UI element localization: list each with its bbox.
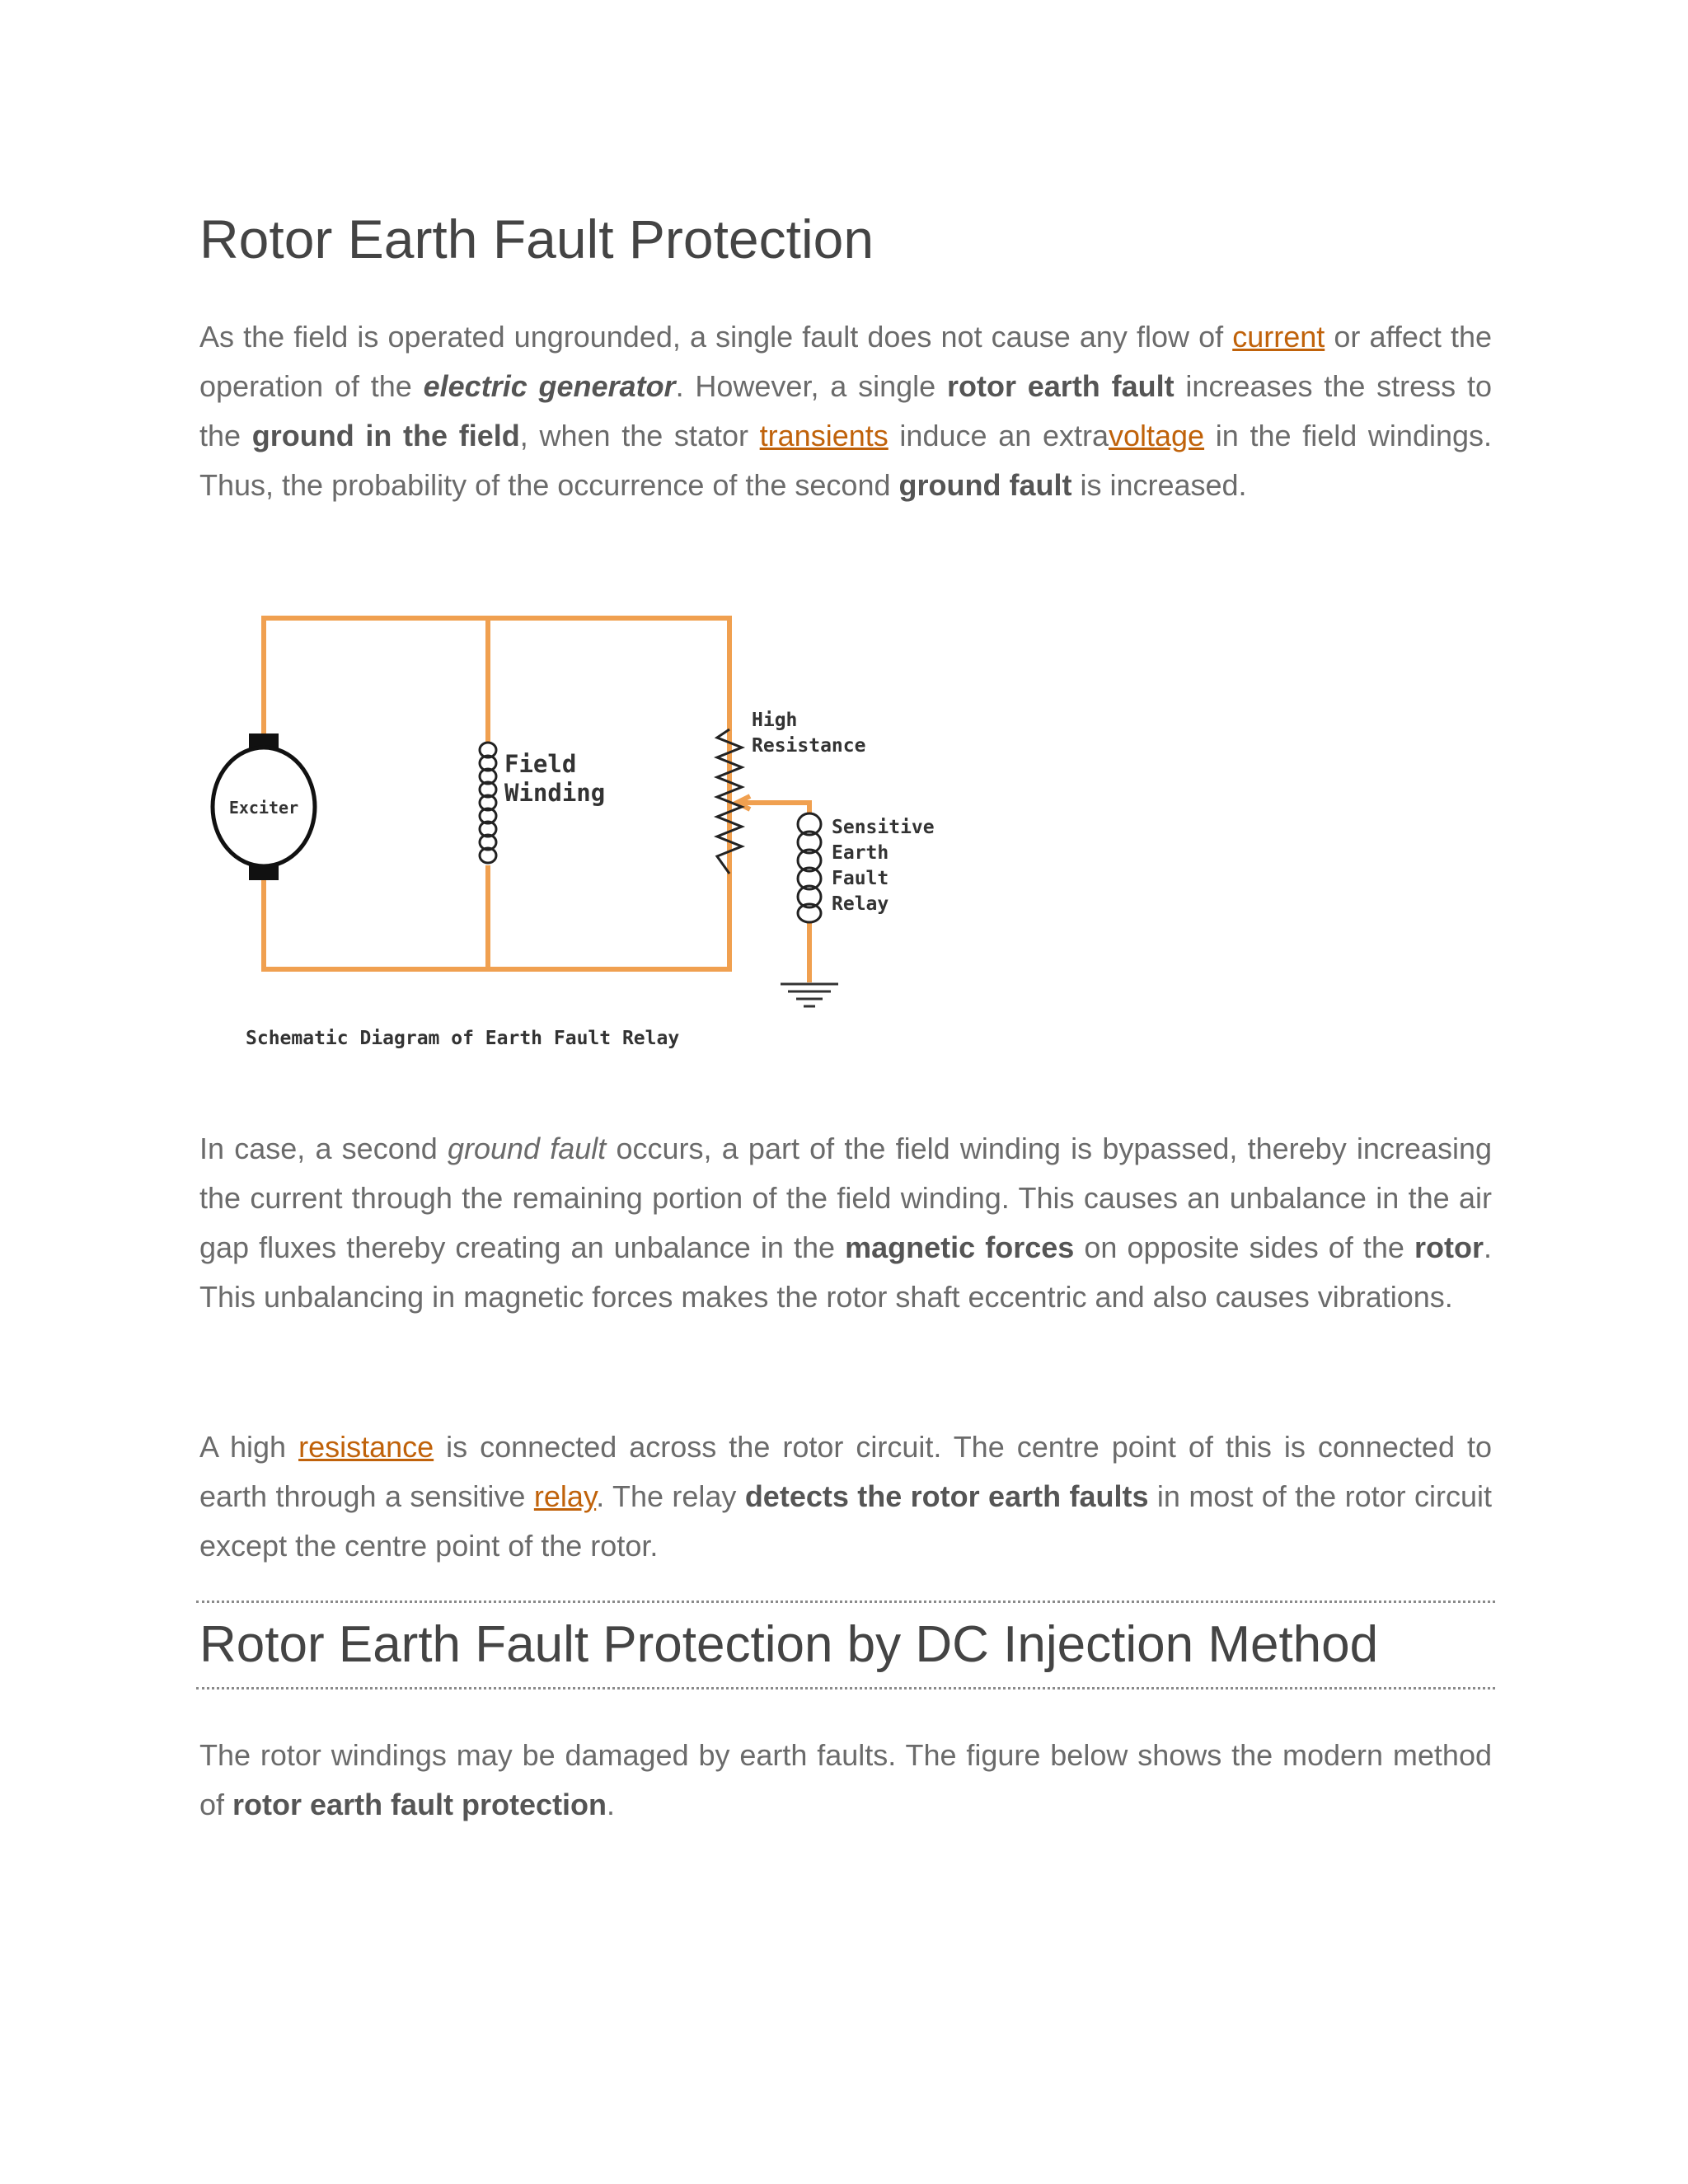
text: on opposite sides of the bbox=[1074, 1230, 1414, 1264]
diagram-caption: Schematic Diagram of Earth Fault Relay bbox=[246, 1028, 680, 1049]
text: The rotor windings may be damaged by earth faults. The figure below shows the modern method of bbox=[199, 1738, 1492, 1821]
text: is connected across the rotor circuit. The centre point of this is connected to earth through a sensitive bbox=[199, 1430, 1492, 1513]
text: As the field is operated ungrounded, a single fault does not cause any flow of bbox=[199, 320, 1233, 354]
sensitive-label: Sensitive bbox=[832, 817, 935, 838]
text: . bbox=[607, 1788, 616, 1821]
text: or affect the operation of the bbox=[199, 320, 1492, 403]
section-divider-top bbox=[196, 1601, 1495, 1603]
transients-link[interactable]: transients bbox=[759, 419, 889, 452]
relay-link[interactable]: relay bbox=[533, 1479, 597, 1513]
section-heading: Rotor Earth Fault Protection by DC Injection Method bbox=[199, 1616, 1379, 1673]
earth-label: Earth bbox=[832, 842, 889, 864]
relay-label: Relay bbox=[832, 893, 889, 915]
resistance-link[interactable]: resistance bbox=[298, 1430, 434, 1464]
bold-ground-fault: ground fault bbox=[898, 468, 1072, 502]
text: in most of the rotor circuit except the centre point of the rotor. bbox=[199, 1479, 1493, 1563]
bold-detects-faults: detects the rotor earth faults bbox=[744, 1479, 1149, 1513]
text: induce an extra bbox=[888, 419, 1109, 452]
page-title: Rotor Earth Fault Protection bbox=[199, 209, 874, 269]
exciter-label: Exciter bbox=[228, 798, 299, 818]
high-label: High bbox=[752, 710, 798, 731]
winding-label: Winding bbox=[504, 779, 606, 807]
earth-fault-relay-diagram bbox=[199, 602, 974, 1063]
field-winding-coil-icon bbox=[480, 743, 496, 863]
bold-rotor-earth-fault-protection: rotor earth fault protection bbox=[232, 1788, 607, 1821]
high-resistance-paragraph bbox=[199, 1422, 1492, 1571]
text: In case, a second bbox=[199, 1132, 448, 1165]
intro-paragraph bbox=[199, 312, 1492, 510]
section-divider-bottom bbox=[196, 1687, 1495, 1690]
text: is increased. bbox=[1071, 468, 1247, 502]
bold-ground-in-field: ground in the field bbox=[251, 419, 520, 452]
text: A high bbox=[199, 1430, 299, 1464]
text: , when the stator bbox=[519, 419, 760, 452]
current-link[interactable]: current bbox=[1232, 320, 1325, 354]
text: in the field windings. Thus, the probability of the occurrence of the second bbox=[199, 419, 1493, 502]
text: occurs, a part of the field winding is bypassed, thereby increasing the current through the remaining portion of the field winding. This causes an unbalance in the air gap fluxes thereby creating an unbalance in the bbox=[199, 1132, 1492, 1264]
relay-coil-icon bbox=[798, 813, 821, 922]
text: . The relay bbox=[596, 1479, 745, 1513]
text: . This unbalancing in magnetic forces makes the rotor shaft eccentric and also causes vibrations. bbox=[199, 1230, 1492, 1314]
emphasis-ground-fault: ground fault bbox=[447, 1132, 607, 1165]
voltage-link[interactable]: voltage bbox=[1108, 419, 1205, 452]
bold-rotor: rotor bbox=[1414, 1230, 1484, 1264]
dc-injection-paragraph bbox=[199, 1731, 1492, 1830]
bold-magnetic-forces: magnetic forces bbox=[845, 1230, 1075, 1264]
resistance-label: Resistance bbox=[752, 735, 866, 757]
text: increases the stress to the bbox=[199, 369, 1493, 452]
ground-icon bbox=[781, 984, 838, 1006]
field-label: Field bbox=[504, 750, 577, 778]
emphasis-electric-generator: electric generator bbox=[423, 369, 676, 403]
bold-rotor-earth-fault: rotor earth fault bbox=[946, 369, 1175, 403]
second-fault-paragraph bbox=[199, 1124, 1492, 1322]
text: . However, a single bbox=[675, 369, 947, 403]
fault-label: Fault bbox=[832, 868, 889, 889]
exciter-symbol bbox=[213, 733, 315, 880]
